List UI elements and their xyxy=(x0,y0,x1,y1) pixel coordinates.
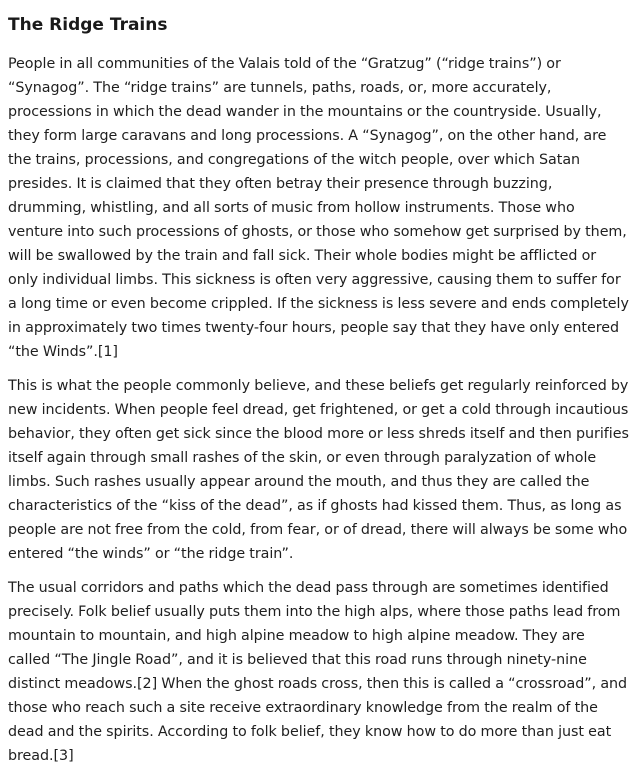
article-body xyxy=(8,52,630,768)
article-title: The Ridge Trains xyxy=(8,15,168,35)
footnote-ref-1[interactable]: [1] xyxy=(97,344,118,360)
paragraph-3-text-continued: When the ghost roads cross, then this is called a “crossroad”, and those who reach such a site receive extraordinary knowledge from the realm of the dead and the spirits. According to folk belief, they know how to do more than just eat bread. xyxy=(8,676,628,764)
paragraph-3-text: The usual corridors and paths which the dead pass through are sometimes identified precisely. Folk belief usually puts them into the high alps, where those paths lead from mountain to mountain, and high alpine meadow to high alpine meadow. They are called “The Jingle Road”, and it is believed that this road runs through ninety-nine distinct meadows. xyxy=(8,580,621,692)
paragraph-1-text: People in all communities of the Valais told of the “Gratzug” (“ridge trains”) or “Synagog”. The “ridge trains” are tunnels, paths, roads, or, more accurately, processions in which the dead wander in the mountains or the countryside. Usually, they form large caravans and long processions. A “Synagog”, on the other hand, are the trains, processions, and congregations of the witch people, over which Satan presides. It is claimed that they often betray their presence through buzzing, drumming, whistling, and all sorts of music from hollow instruments. Those who venture into such processions of ghosts, or those who somehow get surprised by them, will be swallowed by the train and fall sick. Their whole bodies might be afflicted or only individual limbs. This sickness is often very aggressive, causing them to suffer for a long time or even become crippled. If the sickness is less severe and ends completely in approximately two times twenty-four hours, people say that they have only entered “the Winds”. xyxy=(8,56,629,360)
paragraph-2-text: This is what the people commonly believe, and these beliefs get regularly reinforced by new incidents. When people feel dread, get frightened, or get a cold through incautious behavior, they often get sick since the blood more or less shreds itself and then purifies itself again through small rashes of the skin, or even through paralyzation of whole limbs. Such rashes usually appear around the mouth, and thus they are called the characteristics of the “kiss of the dead”, as if ghosts had kissed them. Thus, as long as people are not free from the cold, from fear, or of dread, there will always be some who entered “the winds” or “the ridge train”. xyxy=(8,378,629,562)
paragraph-2 xyxy=(8,374,630,566)
footnote-ref-2[interactable]: [2] xyxy=(137,676,158,692)
paragraph-3 xyxy=(8,576,630,768)
article xyxy=(8,0,630,778)
paragraph-1 xyxy=(8,52,630,364)
footnote-ref-3[interactable]: [3] xyxy=(53,748,74,764)
